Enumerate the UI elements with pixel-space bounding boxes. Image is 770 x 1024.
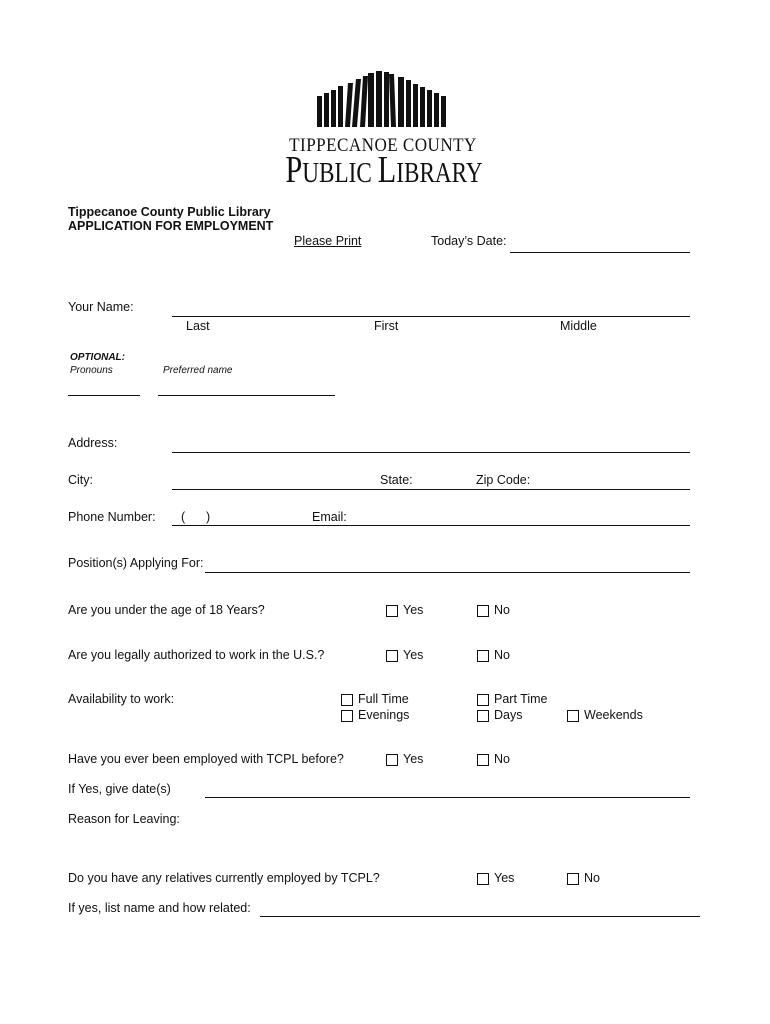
first-name-input[interactable]: [362, 301, 546, 317]
previous-employment-yes-checkbox[interactable]: [386, 754, 398, 766]
authorized-yes-checkbox[interactable]: [386, 650, 398, 662]
logo-text-tippecanoe-county: TIPPECANOE COUNTY: [289, 135, 477, 156]
last-name-input[interactable]: [172, 301, 362, 317]
previous-employment-yes-option[interactable]: [386, 752, 423, 767]
full-time-label: Full Time: [358, 692, 409, 706]
relatives-details-input[interactable]: [260, 901, 700, 917]
please-print-instruction: Please Print: [294, 234, 362, 248]
under-18-no-option[interactable]: [477, 603, 510, 618]
availability-weekends-option[interactable]: [567, 708, 643, 723]
middle-name-caption: Middle: [560, 319, 597, 333]
weekends-label: Weekends: [584, 708, 643, 722]
pronouns-label: Pronouns: [70, 365, 113, 376]
previous-employment-yes-label: Yes: [403, 752, 424, 766]
book-spine: [389, 74, 396, 127]
email-input[interactable]: [352, 510, 690, 526]
first-name-caption: First: [374, 319, 399, 333]
books-on-shelf-icon: [310, 66, 455, 128]
book-spine: [352, 79, 361, 127]
availability-full-time-option[interactable]: [341, 692, 409, 707]
relatives-no-checkbox[interactable]: [567, 873, 579, 885]
part-time-label: Part Time: [494, 692, 548, 706]
optional-heading: OPTIONAL:: [70, 352, 125, 363]
position-applying-input[interactable]: [205, 557, 690, 573]
under-18-yes-label: Yes: [403, 603, 424, 617]
days-label: Days: [494, 708, 523, 722]
under-18-yes-option[interactable]: [386, 603, 423, 618]
under-18-no-checkbox[interactable]: [477, 605, 489, 617]
logo-word-public: PUBLIC: [285, 149, 372, 191]
book-spine: [406, 80, 411, 127]
under-18-yes-checkbox[interactable]: [386, 605, 398, 617]
relatives-details-label: If yes, list name and how related:: [68, 901, 251, 915]
reason-for-leaving-label: Reason for Leaving:: [68, 812, 180, 826]
todays-date-input[interactable]: [510, 237, 690, 253]
relatives-yes-option[interactable]: [477, 871, 514, 886]
authorized-yes-label: Yes: [403, 648, 424, 662]
address-input[interactable]: [172, 437, 690, 453]
employment-dates-input[interactable]: [205, 782, 690, 798]
days-checkbox[interactable]: [477, 710, 489, 722]
position-applying-label: Position(s) Applying For:: [68, 556, 204, 570]
zip-code-label: Zip Code:: [476, 473, 531, 487]
previous-employment-question: Have you ever been employed with TCPL before?: [68, 752, 344, 766]
relatives-yes-checkbox[interactable]: [477, 873, 489, 885]
area-code-parentheses: ( ): [181, 510, 211, 524]
email-label: Email:: [312, 510, 347, 524]
preferred-name-label: Preferred name: [163, 365, 233, 376]
part-time-checkbox[interactable]: [477, 694, 489, 706]
book-spine: [427, 90, 432, 127]
relatives-no-option[interactable]: [567, 871, 600, 886]
availability-evenings-option[interactable]: [341, 708, 409, 723]
full-time-checkbox[interactable]: [341, 694, 353, 706]
book-spine: [331, 90, 336, 127]
book-spine: [345, 83, 353, 127]
logo-text-public-library: [224, 151, 544, 189]
organization-name: Tippecanoe County Public Library: [68, 205, 271, 219]
relatives-yes-label: Yes: [494, 871, 515, 885]
preferred-name-input[interactable]: [158, 380, 335, 396]
book-spine: [324, 93, 329, 127]
previous-employment-no-label: No: [494, 752, 510, 766]
book-spine: [317, 96, 322, 127]
availability-label: Availability to work:: [68, 692, 175, 706]
authorized-no-checkbox[interactable]: [477, 650, 489, 662]
book-spine: [338, 86, 343, 127]
phone-number-label: Phone Number:: [68, 510, 156, 524]
relatives-question: Do you have any relatives currently employed by TCPL?: [68, 871, 380, 885]
pronouns-input[interactable]: [68, 380, 140, 396]
work-authorization-question: Are you legally authorized to work in the U.S.?: [68, 648, 325, 662]
your-name-label: Your Name:: [68, 300, 134, 314]
phone-number-input[interactable]: [213, 510, 308, 526]
book-spine: [368, 73, 374, 127]
state-input[interactable]: [416, 474, 474, 490]
book-spine: [360, 76, 368, 127]
middle-name-input[interactable]: [546, 301, 690, 317]
under-18-no-label: No: [494, 603, 510, 617]
book-spine: [413, 84, 418, 127]
city-label: City:: [68, 473, 93, 487]
authorized-yes-option[interactable]: [386, 648, 423, 663]
availability-days-option[interactable]: [477, 708, 522, 723]
logo-word-library: LIBRARY: [377, 149, 483, 191]
book-spine: [376, 71, 382, 127]
evenings-checkbox[interactable]: [341, 710, 353, 722]
form-title: APPLICATION FOR EMPLOYMENT: [68, 219, 274, 233]
availability-part-time-option[interactable]: [477, 692, 548, 707]
authorized-no-option[interactable]: [477, 648, 510, 663]
zip-code-input[interactable]: [533, 474, 690, 490]
weekends-checkbox[interactable]: [567, 710, 579, 722]
address-label: Address:: [68, 436, 118, 450]
book-spine: [434, 93, 439, 127]
relatives-no-label: No: [584, 871, 600, 885]
book-spine: [420, 87, 425, 127]
under-18-question: Are you under the age of 18 Years?: [68, 603, 265, 617]
employment-dates-label: If Yes, give date(s): [68, 782, 171, 796]
todays-date-label: Today’s Date:: [431, 234, 507, 248]
last-name-caption: Last: [186, 319, 210, 333]
book-spine: [384, 72, 389, 127]
previous-employment-no-option[interactable]: [477, 752, 510, 767]
city-input[interactable]: [172, 474, 376, 490]
book-spine: [441, 96, 446, 127]
evenings-label: Evenings: [358, 708, 410, 722]
authorized-no-label: No: [494, 648, 510, 662]
state-label: State:: [380, 473, 413, 487]
previous-employment-no-checkbox[interactable]: [477, 754, 489, 766]
book-spine: [398, 77, 404, 127]
